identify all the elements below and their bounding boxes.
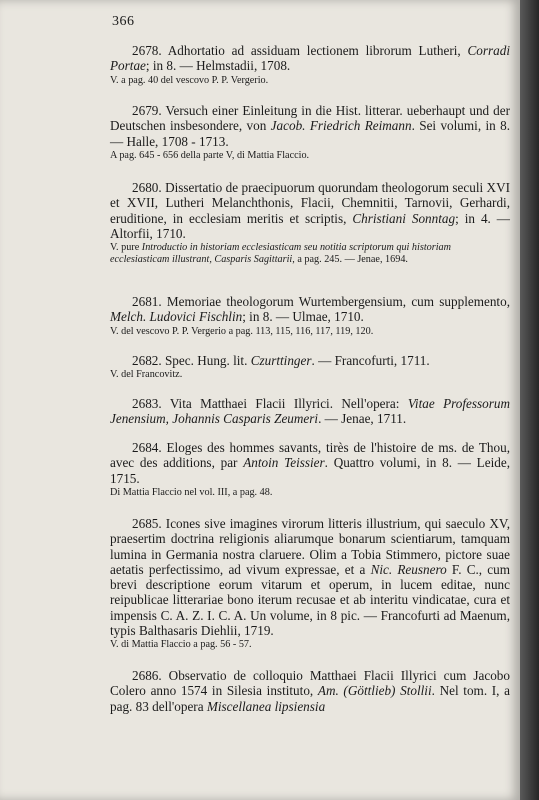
entry-note: [110, 75, 510, 87]
text-segment: 2686. Observatio de colloquio Matthaei Flacii Illyrici cum Jacobo Colero anno 1574 in Silesia instituto,: [110, 668, 510, 699]
entry-2683: [110, 396, 510, 427]
book-edge-shadow: [520, 0, 539, 800]
text-segment: ; in 8. — Ulmae, 1710.: [242, 309, 364, 325]
entry-note: [110, 487, 510, 499]
text-segment: . Sei volumi, in 8. — Halle, 1708 - 1713.: [110, 118, 510, 149]
entry-note: [110, 639, 510, 651]
entry-body: [110, 353, 510, 368]
text-segment: ; in 8. — Helmstadii, 1708.: [145, 58, 291, 74]
italic-text: Miscellanea lipsiensia: [206, 698, 326, 714]
text-segment: 2683. Vita Matthaei Flacii Illyrici. Nell'opera:: [132, 396, 408, 411]
entry-2686: [110, 668, 510, 714]
italic-text: Christiani Sonntag: [352, 210, 456, 226]
italic-text: Introductio in historiam ecclesiasticam seu notitia scriptorum qui historiam ecclesiasticam illustrant, Casparis Sagittarii: [110, 242, 451, 266]
text-segment: 2678. Adhortatio ad assiduam lectionem librorum Lutheri,: [132, 43, 468, 58]
text-segment: 2684. Eloges des hommes savants, tirès de l'histoire de ms. de Thou, avec des additions, par: [110, 440, 510, 471]
text-segment: V. a pag. 40 del vescovo P. P. Vergerio.: [110, 74, 269, 86]
entry-note: [110, 242, 510, 266]
entry-body: [110, 396, 510, 427]
entry-2679: [110, 103, 510, 162]
text-segment: V. di Mattia Flaccio a pag. 56 - 57.: [110, 639, 252, 651]
entry-note: [110, 150, 510, 162]
entry-body: [110, 180, 510, 241]
entry-2682: [110, 353, 510, 381]
italic-text: Antoin Teissier: [243, 455, 325, 471]
italic-text: Nic. Reusnero: [370, 561, 447, 577]
entry-2680: [110, 180, 510, 266]
text-segment: Di Mattia Flaccio nel vol. III, a pag. 48.: [110, 486, 273, 498]
text-segment: V. pure: [110, 242, 142, 254]
text-segment: . Quattro volumi, in 8. — Leide, 1715.: [110, 455, 510, 486]
text-segment: . — Jenae, 1711.: [318, 411, 407, 427]
italic-text: Vitae Professorum Jenensium, Johannis Casparis Zeumeri: [110, 396, 510, 427]
italic-text: Jacob. Friedrich Reimann: [270, 118, 412, 134]
text-segment: V. del Francovitz.: [110, 369, 183, 381]
text-segment: . Nel tom. I, a pag. 83 dell'opera: [110, 683, 510, 714]
entry-note: [110, 369, 510, 381]
entry-body: [110, 516, 510, 638]
text-segment: 2682. Spec. Hung. lit.: [132, 353, 251, 368]
text-segment: 2685. Icones sive imagines virorum litteris illustrium, qui saeculo XV, praesertim doctrina religionis aliarumque bonarum scientiarum, tamquam lumina in Germania nostra claruere. Olim a Tobia Stimmero, pictore suae aetatis perfectissimo, ad vivum expressae, et a: [110, 516, 510, 577]
text-segment: F. C., cum brevi descriptione eorum vitarum et operum, in lucem editae, nunc reipublicae litterariae bono iterum recusae et ab interitu vindicatae, cura et impensis C. A. Z. I. C. A. Un volume, in 8 pic. — Francofurti ad Maenum, typis Balthasaris Diehlii, 1719.: [110, 561, 510, 639]
italic-text: Czurttinger: [250, 353, 312, 368]
entry-2685: [110, 516, 510, 651]
entry-body: [110, 103, 510, 149]
text-segment: 2680. Dissertatio de praecipuorum quorundam theologorum seculi XVI et XVII, Lutheri Melanchthonis, Flacii, Chemnitii, Tarnovii, Gerhardi, eruditione, in ecclesiam meritis et scriptis,: [110, 180, 510, 226]
italic-text: Corradi Portae: [110, 43, 510, 74]
italic-text: Am. (Göttlieb) Stollii: [317, 683, 432, 699]
text-segment: ; in 4. — Altorfii, 1710.: [110, 210, 510, 241]
text-segment: A pag. 645 - 656 della parte V, di Mattia Flaccio.: [110, 149, 310, 161]
entry-2681: [110, 294, 510, 338]
text-segment: . — Francofurti, 1711.: [311, 353, 430, 368]
italic-text: Melch. Ludovici Fischlin: [110, 309, 243, 325]
text-segment: 2679. Versuch einer Einleitung in die Hist. litterar. ueberhaupt und der Deutschen insbesondere, von: [110, 103, 510, 134]
entry-body: [110, 43, 510, 74]
page-number: 366: [112, 14, 135, 29]
entry-body: [110, 668, 510, 714]
text-segment: , a pag. 245. — Jenae, 1694.: [292, 254, 408, 266]
text-segment: 2681. Memoriae theologorum Wurtembergensium, cum supplemento,: [132, 294, 510, 309]
entry-2678: [110, 43, 510, 87]
entry-note: [110, 326, 510, 338]
text-segment: V. del vescovo P. P. Vergerio a pag. 113, 115, 116, 117, 119, 120.: [110, 325, 374, 337]
entry-2684: [110, 440, 510, 499]
entry-body: [110, 440, 510, 486]
entry-body: [110, 294, 510, 325]
